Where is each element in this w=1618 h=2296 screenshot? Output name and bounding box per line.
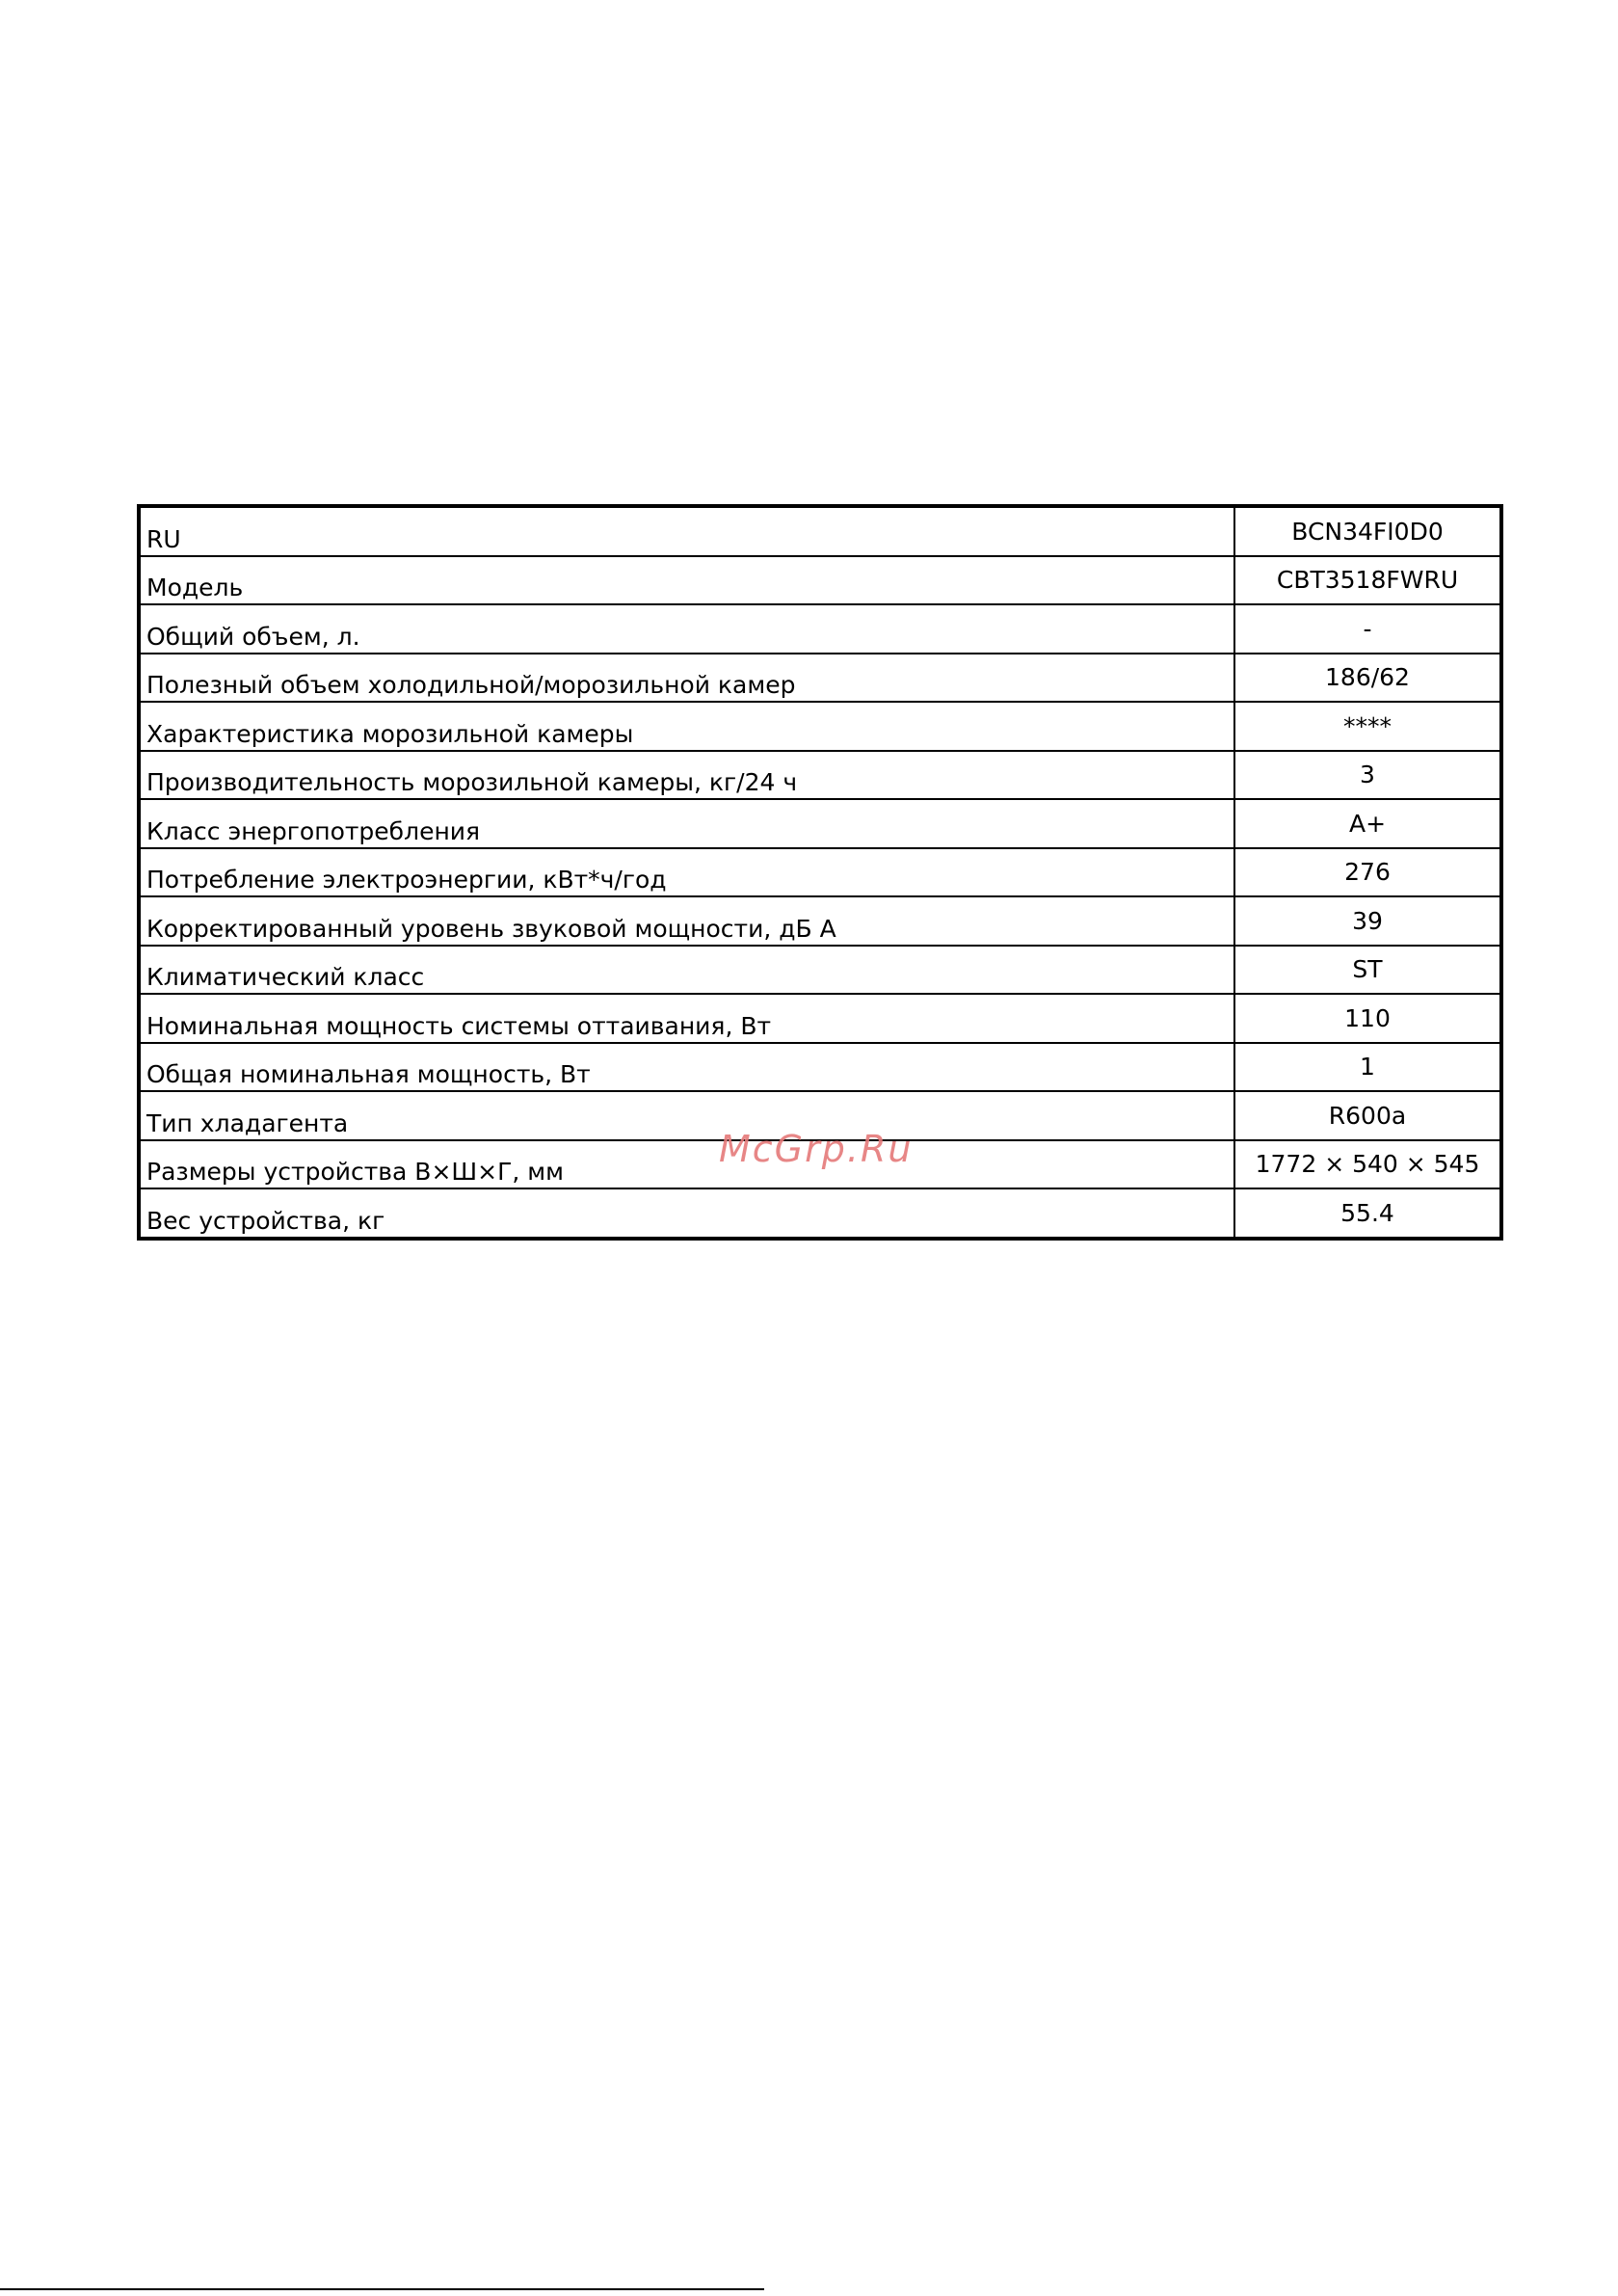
row-value: 3 xyxy=(1234,751,1501,800)
table-row xyxy=(139,604,1501,654)
table-row xyxy=(139,994,1501,1043)
row-value: 1 xyxy=(1234,1043,1501,1092)
row-label: Модель xyxy=(139,556,1234,605)
table-row xyxy=(139,556,1501,605)
row-label: Вес устройства, кг xyxy=(139,1188,1234,1239)
row-value: 39 xyxy=(1234,896,1501,946)
row-label: Полезный объем холодильной/морозильной камер xyxy=(139,654,1234,703)
row-label: Тип хладагента xyxy=(139,1091,1234,1140)
spec-table xyxy=(137,504,1503,1241)
table-row xyxy=(139,702,1501,751)
row-label: Производительность морозильной камеры, кг/24 ч xyxy=(139,751,1234,800)
row-value: 110 xyxy=(1234,994,1501,1043)
row-label: Номинальная мощность системы оттаивания, Вт xyxy=(139,994,1234,1043)
row-label: Корректированный уровень звуковой мощности, дБ А xyxy=(139,896,1234,946)
row-value: 55.4 xyxy=(1234,1188,1501,1239)
row-label: Потребление электроэнергии, кВт*ч/год xyxy=(139,848,1234,897)
table-row xyxy=(139,654,1501,703)
row-label: Характеристика морозильной камеры xyxy=(139,702,1234,751)
row-value: **** xyxy=(1234,702,1501,751)
footer-divider xyxy=(0,2288,764,2290)
row-value: BCN34FI0D0 xyxy=(1234,506,1501,556)
row-value: A+ xyxy=(1234,799,1501,848)
table-row xyxy=(139,896,1501,946)
row-value: ST xyxy=(1234,946,1501,995)
table-row xyxy=(139,1188,1501,1239)
table-row xyxy=(139,946,1501,995)
row-value: 276 xyxy=(1234,848,1501,897)
table-row xyxy=(139,751,1501,800)
watermark-text: McGrp.Ru xyxy=(719,1128,914,1170)
table-row xyxy=(139,799,1501,848)
row-label: Общий объем, л. xyxy=(139,604,1234,654)
row-label: Общая номинальная мощность, Вт xyxy=(139,1043,1234,1092)
row-value: - xyxy=(1234,604,1501,654)
table-row xyxy=(139,848,1501,897)
row-value: CBT3518FWRU xyxy=(1234,556,1501,605)
table-row xyxy=(139,506,1501,556)
row-label: RU xyxy=(139,506,1234,556)
table-row xyxy=(139,1043,1501,1092)
table-row xyxy=(139,1091,1501,1140)
row-label: Климатический класс xyxy=(139,946,1234,995)
row-value: 1772 × 540 × 545 xyxy=(1234,1140,1501,1189)
table-row xyxy=(139,1140,1501,1189)
row-value: 186/62 xyxy=(1234,654,1501,703)
row-label: Размеры устройства В×Ш×Г, мм xyxy=(139,1140,1234,1189)
row-label: Класс энергопотребления xyxy=(139,799,1234,848)
row-value: R600a xyxy=(1234,1091,1501,1140)
